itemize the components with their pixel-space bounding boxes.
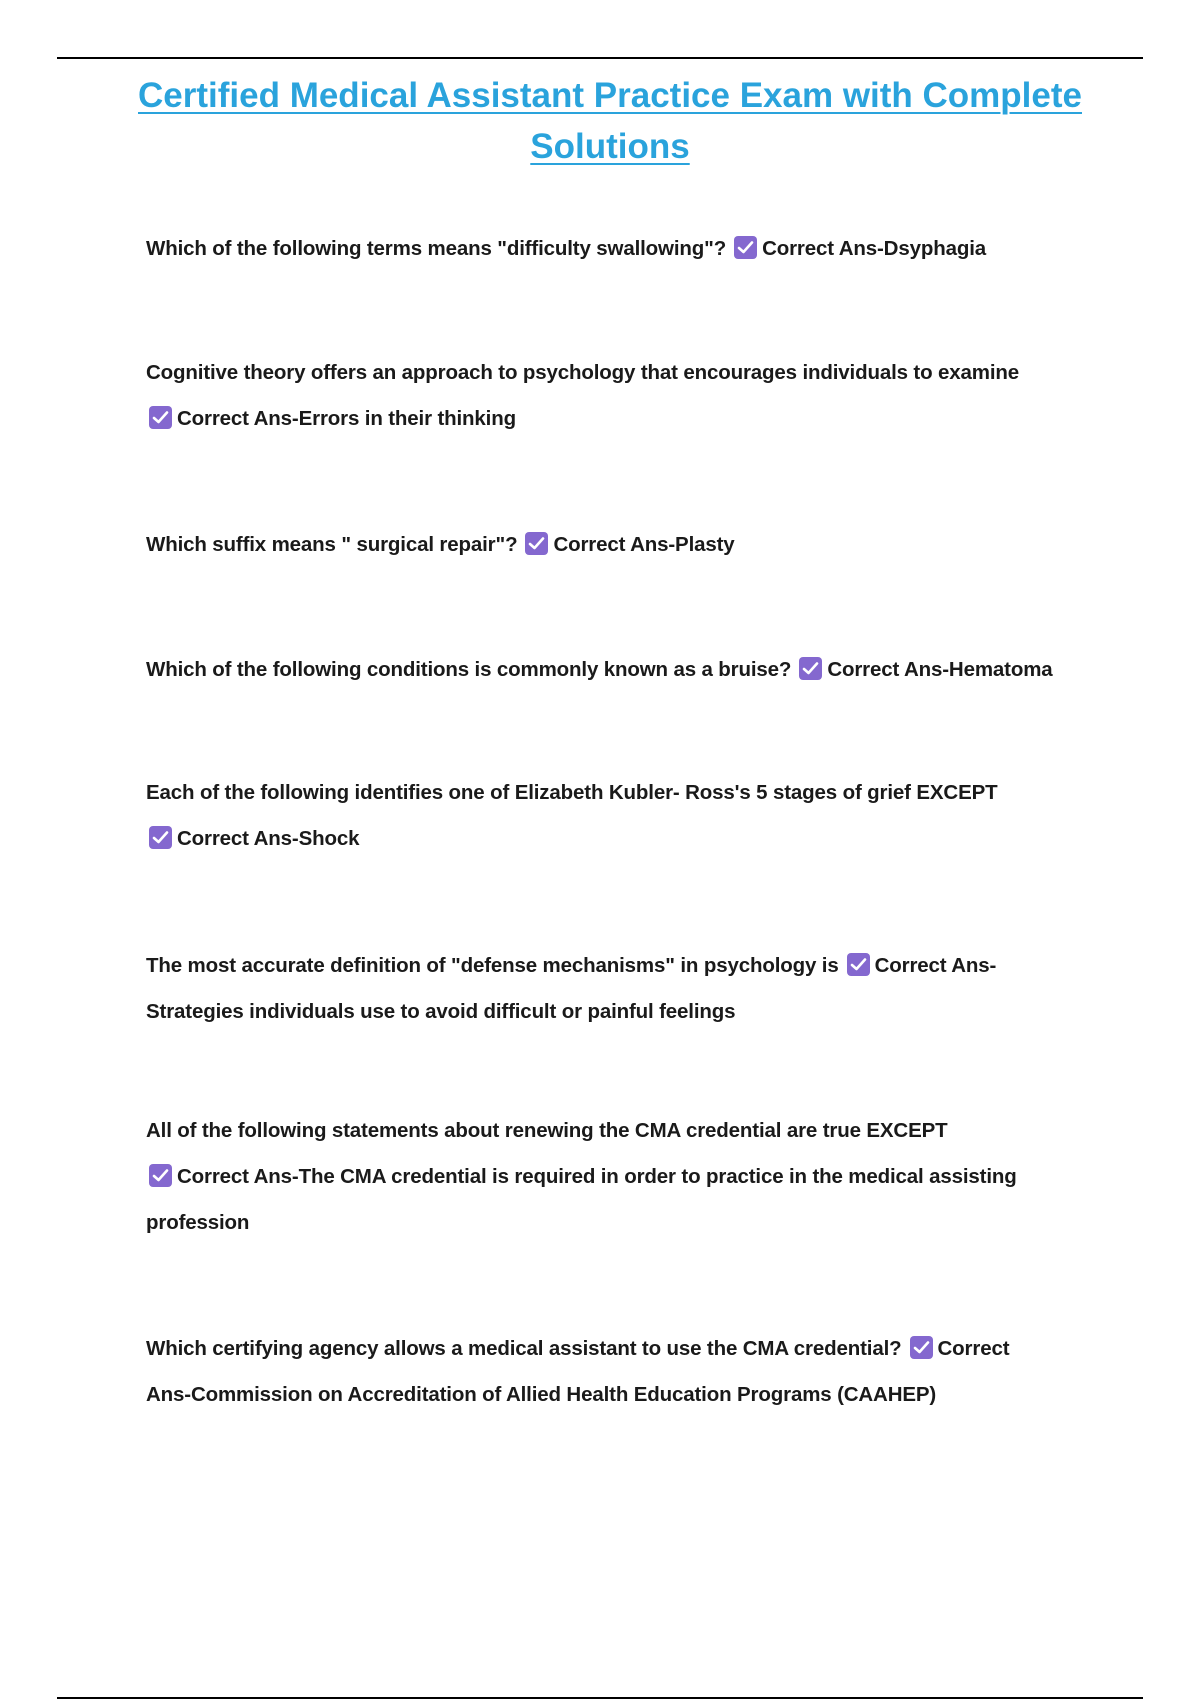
question-item bbox=[146, 1108, 1086, 1246]
question-text: Which suffix means " surgical repair"? bbox=[146, 533, 518, 556]
answer-text: Correct bbox=[937, 1337, 1010, 1360]
question-item bbox=[146, 647, 1086, 693]
question-text: All of the following statements about renewing the CMA credential are true EXCEPT bbox=[146, 1119, 948, 1142]
question-item bbox=[146, 226, 1086, 272]
answer-text: Correct Ans-Hematoma bbox=[827, 658, 1053, 681]
question-text: Which of the following terms means "difficulty swallowing"? bbox=[146, 237, 727, 260]
answer-text: Correct Ans-Errors in their thinking bbox=[177, 407, 516, 430]
top-rule bbox=[57, 57, 1143, 59]
question-text: Which of the following conditions is commonly known as a bruise? bbox=[146, 658, 792, 681]
answer-text: profession bbox=[146, 1211, 250, 1234]
answer-text: Correct Ans-Shock bbox=[177, 827, 360, 850]
answer-text: Correct Ans-The CMA credential is required in order to practice in the medical assisting bbox=[177, 1165, 1017, 1188]
answer-text: Ans-Commission on Accreditation of Allied Health Education Programs (CAAHEP) bbox=[146, 1383, 937, 1406]
checked-box-icon bbox=[149, 826, 172, 849]
checked-box-icon bbox=[734, 236, 757, 259]
question-item bbox=[146, 522, 1086, 568]
question-item bbox=[146, 943, 1086, 1035]
answer-text: Correct Ans- bbox=[874, 954, 997, 977]
question-text: Each of the following identifies one of Elizabeth Kubler- Ross's 5 stages of grief EXCEPT bbox=[146, 781, 998, 804]
question-text: Which certifying agency allows a medical assistant to use the CMA credential? bbox=[146, 1337, 902, 1360]
answer-text: Strategies individuals use to avoid difficult or painful feelings bbox=[146, 1000, 736, 1023]
question-item bbox=[146, 1326, 1086, 1418]
question-text: The most accurate definition of "defense mechanisms" in psychology is bbox=[146, 954, 839, 977]
document-title bbox=[130, 70, 1090, 172]
question-text: Cognitive theory offers an approach to psychology that encourages individuals to examine bbox=[146, 361, 1020, 384]
checked-box-icon bbox=[149, 1164, 172, 1187]
answer-text: Correct Ans-Dsyphagia bbox=[762, 237, 986, 260]
checked-box-icon bbox=[149, 406, 172, 429]
bottom-rule bbox=[57, 1697, 1143, 1699]
checked-box-icon bbox=[799, 657, 822, 680]
title-line-1: Certified Medical Assistant Practice Exam with Complete bbox=[138, 76, 1082, 115]
question-item bbox=[146, 770, 1086, 862]
question-item bbox=[146, 350, 1086, 442]
checked-box-icon bbox=[525, 532, 548, 555]
answer-text: Correct Ans-Plasty bbox=[553, 533, 735, 556]
checked-box-icon bbox=[910, 1336, 933, 1359]
checked-box-icon bbox=[847, 953, 870, 976]
title-line-2: Solutions bbox=[530, 127, 690, 166]
